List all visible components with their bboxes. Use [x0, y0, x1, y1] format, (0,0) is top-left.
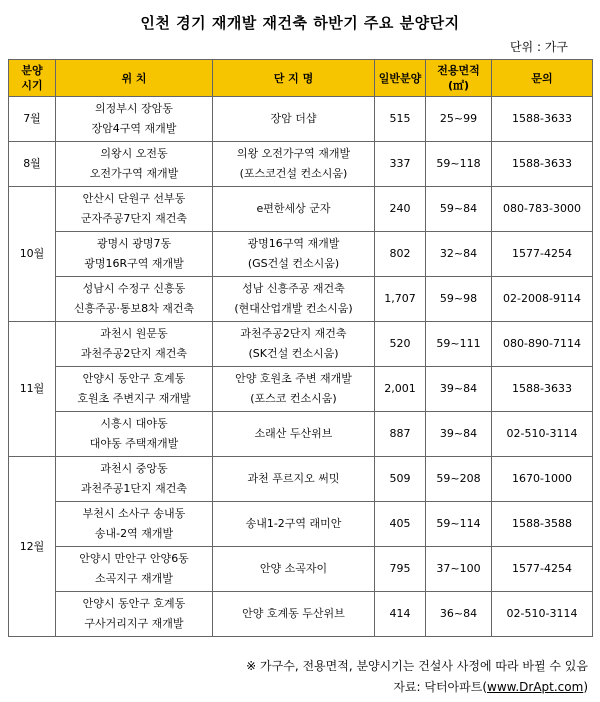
contact-cell: 1588-3588	[492, 502, 593, 547]
header-location: 위 치	[56, 60, 213, 97]
area-cell: 39~84	[426, 412, 492, 457]
area-cell: 59~84	[426, 187, 492, 232]
location-cell: 과천시 원문동 과천주공2단지 재건축	[56, 322, 213, 367]
complex-cell: 송내1-2구역 래미안	[213, 502, 375, 547]
area-cell: 25~99	[426, 97, 492, 142]
month-cell: 12월	[9, 457, 56, 637]
location-cell: 안양시 동안구 호계동 구사거리지구 재개발	[56, 592, 213, 637]
units-cell: 509	[375, 457, 426, 502]
table-row	[9, 97, 593, 142]
table-row	[9, 367, 593, 412]
contact-cell: 1577-4254	[492, 232, 593, 277]
contact-cell: 02-510-3114	[492, 592, 593, 637]
source-line	[393, 678, 588, 695]
footnote: ※ 가구수, 전용면적, 분양시기는 건설사 사정에 따라 바뀔 수 있음	[246, 659, 588, 673]
table-row	[9, 502, 593, 547]
complex-cell: 안양 호계동 두산위브	[213, 592, 375, 637]
header-month: 분양 시기	[9, 60, 56, 97]
area-cell: 59~98	[426, 277, 492, 322]
units-cell: 2,001	[375, 367, 426, 412]
area-cell: 37~100	[426, 547, 492, 592]
area-cell: 59~111	[426, 322, 492, 367]
table-header-row	[9, 60, 593, 97]
contact-cell: 080-890-7114	[492, 322, 593, 367]
complex-cell: 소래산 두산위브	[213, 412, 375, 457]
month-cell: 7월	[9, 97, 56, 142]
location-cell: 광명시 광명7동 광명16R구역 재개발	[56, 232, 213, 277]
location-cell: 의정부시 장암동 장암4구역 재개발	[56, 97, 213, 142]
table-row	[9, 322, 593, 367]
area-cell: 39~84	[426, 367, 492, 412]
complex-cell: 과천 푸르지오 써밋	[213, 457, 375, 502]
area-cell: 32~84	[426, 232, 492, 277]
header-contact: 문의	[492, 60, 593, 97]
table-row	[9, 142, 593, 187]
table-row	[9, 457, 593, 502]
contact-cell: 1588-3633	[492, 142, 593, 187]
units-cell: 887	[375, 412, 426, 457]
supply-table	[8, 59, 593, 637]
table-body	[9, 97, 593, 637]
table-row	[9, 412, 593, 457]
month-cell: 11월	[9, 322, 56, 457]
units-cell: 515	[375, 97, 426, 142]
source-prefix: 자료: 닥터아파트(	[393, 680, 487, 694]
complex-cell: 의왕 오전가구역 재개발 (포스코건설 컨소시움)	[213, 142, 375, 187]
contact-cell: 02-510-3114	[492, 412, 593, 457]
units-cell: 520	[375, 322, 426, 367]
page-title: 인천 경기 재개발 재건축 하반기 주요 분양단지	[140, 14, 460, 32]
area-cell: 59~208	[426, 457, 492, 502]
units-cell: 802	[375, 232, 426, 277]
source-link[interactable]: www.DrApt.com	[487, 680, 584, 694]
units-cell: 795	[375, 547, 426, 592]
units-cell: 337	[375, 142, 426, 187]
location-cell: 과천시 중앙동 과천주공1단지 재건축	[56, 457, 213, 502]
source-suffix: )	[583, 680, 588, 694]
units-cell: 1,707	[375, 277, 426, 322]
table-row	[9, 547, 593, 592]
location-cell: 부천시 소사구 송내동 송내-2역 재개발	[56, 502, 213, 547]
location-cell: 의왕시 오전동 오전가구역 재개발	[56, 142, 213, 187]
table-row	[9, 277, 593, 322]
contact-cell: 02-2008-9114	[492, 277, 593, 322]
complex-cell: 안양 호원초 주변 재개발 (포스코 컨소시움)	[213, 367, 375, 412]
area-cell: 59~114	[426, 502, 492, 547]
contact-cell: 1670-1000	[492, 457, 593, 502]
month-cell: 10월	[9, 187, 56, 322]
location-cell: 안산시 단원구 선부동 군자주공7단지 재건축	[56, 187, 213, 232]
location-cell: 안양시 만안구 안양6동 소곡지구 재개발	[56, 547, 213, 592]
contact-cell: 1588-3633	[492, 97, 593, 142]
location-cell: 안양시 동안구 호계동 호원초 주변지구 재개발	[56, 367, 213, 412]
complex-cell: 광명16구역 재개발 (GS건설 컨소시움)	[213, 232, 375, 277]
complex-cell: 안양 소곡자이	[213, 547, 375, 592]
contact-cell: 1588-3633	[492, 367, 593, 412]
units-cell: 240	[375, 187, 426, 232]
table-row	[9, 232, 593, 277]
unit-note: 단위 : 가구	[509, 40, 568, 54]
complex-cell: e편한세상 군자	[213, 187, 375, 232]
units-cell: 414	[375, 592, 426, 637]
area-cell: 59~118	[426, 142, 492, 187]
location-cell: 성남시 수정구 신흥동 신흥주공·통보8차 재건축	[56, 277, 213, 322]
month-cell: 8월	[9, 142, 56, 187]
header-area: 전용면적 (㎡)	[426, 60, 492, 97]
header-complex: 단 지 명	[213, 60, 375, 97]
area-cell: 36~84	[426, 592, 492, 637]
table-row	[9, 187, 593, 232]
contact-cell: 080-783-3000	[492, 187, 593, 232]
header-units: 일반분양	[375, 60, 426, 97]
complex-cell: 장암 더샵	[213, 97, 375, 142]
table-row	[9, 592, 593, 637]
complex-cell: 성남 신흥주공 재건축 (현대산업개발 컨소시움)	[213, 277, 375, 322]
location-cell: 시흥시 대야동 대야동 주택재개발	[56, 412, 213, 457]
complex-cell: 과천주공2단지 재건축 (SK건설 컨소시움)	[213, 322, 375, 367]
contact-cell: 1577-4254	[492, 547, 593, 592]
units-cell: 405	[375, 502, 426, 547]
